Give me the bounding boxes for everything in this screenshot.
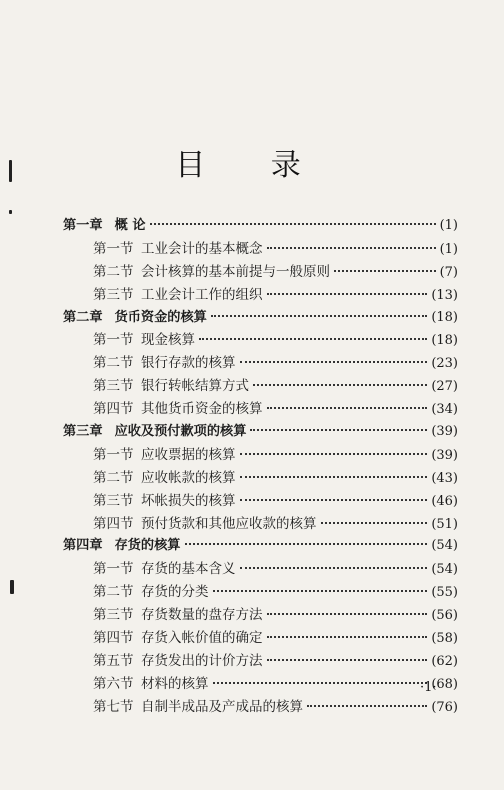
toc-entry-label: 应收帐款的核算 — [141, 469, 236, 486]
toc-chapter-row[interactable] — [63, 534, 458, 557]
toc-entry-title — [93, 512, 317, 532]
toc-entry-title — [63, 214, 146, 233]
toc-entry-label: 工业会计的基本概念 — [141, 240, 263, 257]
leader-dots — [334, 270, 436, 272]
toc-chapter-row[interactable] — [63, 420, 458, 443]
toc-entry-label: 货币资金的核算 — [114, 309, 207, 325]
toc-section-row[interactable] — [63, 695, 458, 718]
toc-entry-number: 第一节 — [93, 332, 134, 349]
toc-entry-title — [93, 672, 209, 692]
toc-section-row[interactable] — [63, 260, 458, 283]
toc-entry-number: 第一节 — [93, 240, 134, 257]
toc-entry-title — [93, 603, 263, 623]
leader-dots — [240, 361, 428, 363]
toc-page-number: (1) — [439, 218, 458, 233]
toc-entry-number: 第四节 — [93, 515, 134, 532]
toc-section-row[interactable] — [63, 328, 458, 351]
toc-page-number: (18) — [431, 333, 458, 349]
leader-dots — [267, 636, 428, 638]
toc-chapter-row[interactable] — [63, 214, 458, 237]
toc-entry-title — [93, 351, 236, 371]
toc-section-row[interactable] — [63, 489, 458, 512]
toc-page-number: (54) — [431, 538, 458, 554]
toc-entry-title — [93, 397, 263, 417]
toc-section-row[interactable] — [63, 397, 458, 420]
toc-section-row[interactable] — [63, 374, 458, 397]
leader-dots — [240, 476, 428, 478]
toc-section-row[interactable] — [63, 443, 458, 466]
leader-dots — [321, 522, 428, 524]
toc-entry-label: 工业会计工作的组织 — [141, 286, 263, 303]
toc-page-number: (76) — [431, 699, 458, 715]
page-title: 目 录 — [175, 148, 329, 183]
leader-dots — [185, 543, 428, 545]
toc-page-number: (27) — [431, 379, 458, 395]
toc-page-number: (55) — [431, 585, 458, 601]
toc-entry-label: 预付货款和其他应收款的核算 — [141, 515, 317, 532]
leader-dots — [253, 384, 427, 386]
toc-entry-number: 第二章 — [63, 309, 103, 325]
leader-dots — [307, 705, 427, 707]
toc-entry-number: 第一节 — [93, 561, 134, 578]
leader-dots — [240, 499, 428, 501]
toc-entry-title — [93, 283, 263, 303]
toc-entry-number: 第三节 — [93, 286, 134, 303]
toc-page-number: (68) — [431, 676, 458, 692]
toc-entry-title — [63, 306, 207, 325]
toc-entry-title — [63, 420, 246, 439]
toc-entry-title — [93, 443, 236, 463]
toc-entry-number: 第五节 — [93, 652, 134, 669]
toc-entry-title — [63, 534, 181, 553]
toc-entry-number: 第一章 — [63, 218, 103, 233]
toc-entry-number: 第三节 — [93, 492, 134, 509]
toc-entry-label: 材料的核算 — [141, 675, 209, 692]
leader-dots — [250, 429, 427, 431]
toc-entry-title — [93, 649, 263, 669]
toc-entry-label: 应收及预付歉项的核算 — [114, 424, 247, 440]
toc-entry-label: 存货发出的计价方法 — [141, 652, 263, 669]
toc-entry-label: 存货数量的盘存方法 — [141, 607, 263, 624]
toc-entry-title — [93, 260, 330, 280]
toc-entry-title — [93, 374, 249, 394]
scan-mark — [10, 580, 14, 594]
leader-dots — [213, 590, 428, 592]
toc-entry-label: 存货入帐价值的确定 — [141, 630, 263, 647]
leader-dots — [267, 407, 428, 409]
toc-section-row[interactable] — [63, 466, 458, 489]
toc-page-number: (39) — [431, 424, 458, 440]
toc-entry-number: 第二节 — [93, 355, 134, 372]
toc-page-number: (43) — [431, 470, 458, 486]
toc-entry-title — [93, 557, 236, 577]
toc-entry-label: 银行存款的核算 — [141, 355, 236, 372]
leader-dots — [267, 613, 428, 615]
toc-entry-number: 第七节 — [93, 698, 134, 715]
toc-entry-number: 第四节 — [93, 630, 134, 647]
toc-entry-title — [93, 466, 236, 486]
toc-entry-label: 银行转帐结算方式 — [141, 378, 249, 395]
toc-section-row[interactable] — [63, 580, 458, 603]
leader-dots — [267, 659, 428, 661]
toc-entry-label: 会计核算的基本前提与一般原则 — [141, 263, 330, 280]
toc-entry-label: 存货的核算 — [114, 538, 181, 554]
toc-page-number: (18) — [431, 309, 458, 325]
toc-entry-label: 存货的基本含义 — [141, 561, 236, 578]
toc-entry-title — [93, 695, 303, 715]
toc-section-row[interactable] — [63, 512, 458, 535]
page-number: ·1· — [420, 680, 437, 695]
toc-page-number: (1) — [439, 241, 458, 257]
toc-page-number: (39) — [431, 447, 458, 463]
table-of-contents — [63, 214, 458, 718]
toc-entry-number: 第二节 — [93, 263, 134, 280]
toc-page-number: (62) — [431, 653, 458, 669]
toc-entry-title — [93, 328, 195, 348]
toc-entry-title — [93, 489, 236, 509]
toc-page-number: (34) — [431, 402, 458, 418]
toc-page-number: (51) — [431, 516, 458, 532]
toc-page-number: (23) — [431, 356, 458, 372]
toc-section-row[interactable] — [63, 603, 458, 626]
toc-section-row[interactable] — [63, 557, 458, 580]
toc-entry-title — [93, 580, 209, 600]
leader-dots — [150, 223, 436, 225]
toc-section-row[interactable] — [63, 649, 458, 672]
toc-entry-number: 第一节 — [93, 446, 134, 463]
leader-dots — [240, 453, 428, 455]
toc-page-number: (13) — [431, 287, 458, 303]
toc-entry-label: 坏帐损失的核算 — [141, 492, 236, 509]
leader-dots — [240, 567, 428, 569]
toc-section-row[interactable] — [63, 626, 458, 649]
toc-page-number: (58) — [431, 631, 458, 647]
toc-section-row[interactable] — [63, 283, 458, 306]
toc-page-number: (7) — [439, 264, 458, 280]
toc-entry-number: 第二节 — [93, 584, 134, 601]
leader-dots — [267, 247, 436, 249]
leader-dots — [199, 338, 427, 340]
toc-entry-number: 第二节 — [93, 469, 134, 486]
toc-page-number: (46) — [431, 493, 458, 509]
leader-dots — [267, 293, 428, 295]
toc-section-row[interactable] — [63, 672, 458, 695]
toc-entry-number: 第六节 — [93, 675, 134, 692]
toc-entry-number: 第三章 — [63, 424, 103, 440]
leader-dots — [211, 315, 427, 317]
scan-mark — [9, 210, 12, 214]
toc-entry-label: 现金核算 — [141, 332, 195, 349]
toc-entry-label: 应收票据的核算 — [141, 446, 236, 463]
leader-dots — [213, 682, 428, 684]
toc-section-row[interactable] — [63, 237, 458, 260]
toc-entry-number: 第三节 — [93, 607, 134, 624]
toc-entry-label: 自制半成品及产成品的核算 — [141, 698, 303, 715]
toc-entry-number: 第四节 — [93, 401, 134, 418]
toc-entry-label: 其他货币资金的核算 — [141, 401, 263, 418]
toc-entry-number: 第四章 — [63, 538, 103, 554]
toc-section-row[interactable] — [63, 351, 458, 374]
toc-chapter-row[interactable] — [63, 306, 458, 329]
toc-entry-label: 概 论 — [114, 218, 146, 233]
toc-entry-label: 存货的分类 — [141, 584, 209, 601]
toc-page-number: (54) — [431, 562, 458, 578]
toc-entry-number: 第三节 — [93, 378, 134, 395]
toc-entry-title — [93, 626, 263, 646]
toc-entry-title — [93, 237, 263, 257]
toc-page-number: (56) — [431, 608, 458, 624]
